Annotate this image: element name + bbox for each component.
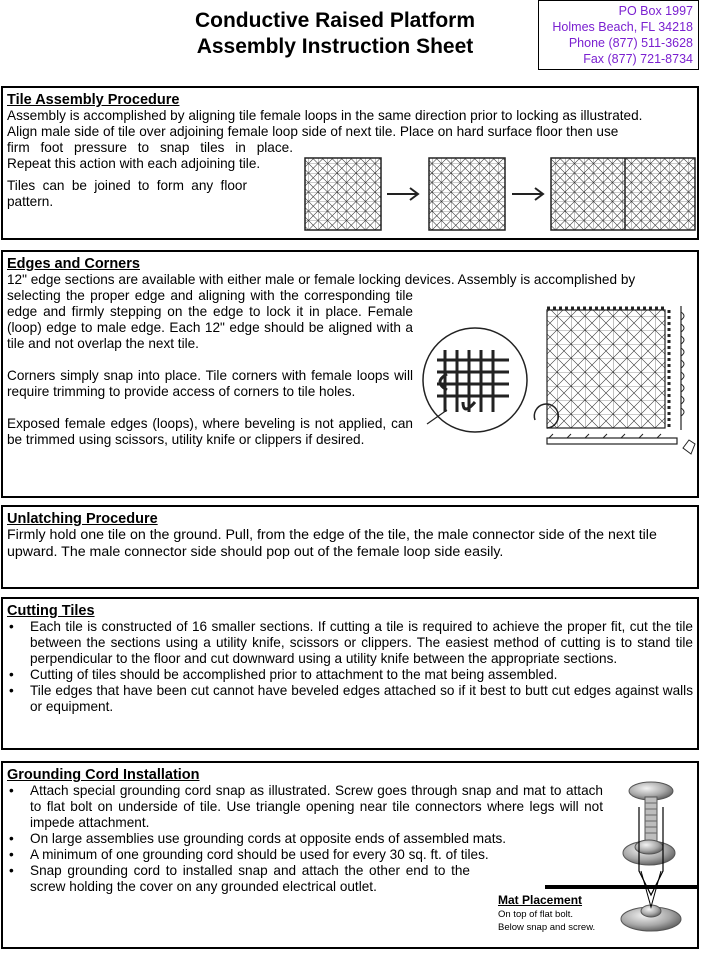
edges-illustration (417, 302, 699, 472)
unlatching-text: Firmly hold one tile on the ground. Pull, from the edge of the tile, the male connector side of the next tile upward. The male connector side should pop out of the female loop side easily. (7, 527, 657, 560)
edges-para-2: Corners simply snap into place. Tile corners with female loops will require trimming to provide access of corners to tile holes. (7, 368, 413, 399)
cutting-list (3, 619, 697, 715)
list-item: • On large assemblies use grounding cords at opposite ends of assembled mats. (3, 831, 603, 847)
address-box (538, 0, 699, 70)
tile-assembly-line-3: firm foot pressure to snap tiles in place. (7, 140, 293, 155)
section-grounding-cord (1, 761, 699, 949)
edge-tile (547, 310, 665, 428)
edges-para-1: selecting the proper edge and aligning with the corresponding tile edge and firmly stepping on the edge to lock it in place. Female (loop) edge to male edge. Each 12" edge should be aligned with a tile and not overlap the next tile. (7, 288, 413, 351)
tile-assembly-illustration (299, 154, 699, 236)
arrow-icon (387, 188, 418, 200)
mat-placement-line-1: On top of flat bolt. (498, 909, 573, 920)
list-item: • Tile edges that have been cut cannot have beveled edges attached so if it best to butt cut edges against walls or equipment. (3, 683, 693, 715)
address-line: Holmes Beach, FL 34218 (552, 20, 693, 34)
grounding-list (3, 783, 607, 895)
section-heading: Edges and Corners (7, 256, 140, 272)
list-item: • Cutting of tiles should be accomplished prior to attachment to the mat being assembled. (3, 667, 693, 683)
tile-1 (305, 158, 381, 230)
tile-joined (551, 158, 695, 230)
address-line: Fax (877) 721-8734 (583, 52, 693, 66)
mat-placement-line-2: Below snap and screw. (498, 922, 596, 933)
edges-para-3: Exposed female edges (loops), where beveling is not applied, can be trimmed using scissors, utility knife or clippers if desired. (7, 416, 413, 447)
address-line: PO Box 1997 (618, 4, 693, 18)
list-item: • A minimum of one grounding cord should be used for every 30 sq. ft. of tiles. (3, 847, 603, 863)
page-title (150, 8, 520, 60)
tile-assembly-para-2: Tiles can be joined to form any floor pattern. (7, 178, 247, 209)
section-heading: Tile Assembly Procedure (7, 92, 180, 108)
section-heading: Grounding Cord Installation (7, 767, 200, 783)
address-line: Phone (877) 511-3628 (568, 36, 693, 50)
section-cutting-tiles (1, 597, 699, 750)
tile-assembly-line-4: Repeat this action with each adjoining tile. (7, 156, 261, 171)
edge-strip (547, 438, 677, 444)
title-line-1: Conductive Raised Platform (194, 9, 476, 32)
section-unlatching (1, 505, 699, 589)
list-item: • Snap grounding cord to installed snap and attach the other end to the screw holding the cover on any grounded electrical outlet. (3, 863, 470, 895)
mat-placement-label: Mat Placement (498, 893, 583, 907)
list-item: • Each tile is constructed of 16 smaller sections. If cutting a tile is required to achieve the proper fit, cut the tile between the sections using a utility knife, scissors or clippers. The easiest method of cutting is to stand tile perpendicular to the floor and cut downward using a utility knife between the appropriate sections. (3, 619, 693, 667)
tile-2 (429, 158, 505, 230)
mat-line (545, 885, 697, 889)
section-tile-assembly (1, 86, 699, 240)
section-edges-corners (1, 250, 699, 498)
arrow-icon (512, 188, 543, 200)
section-heading: Unlatching Procedure (7, 511, 158, 527)
edges-line-1: 12" edge sections are available with either male or female locking devices. Assembly is accomplished by (7, 272, 636, 287)
tile-assembly-line-1: Assembly is accomplished by aligning tile female loops in the same direction prior to locking as illustrated. (7, 108, 643, 123)
title-line-2: Assembly Instruction Sheet (196, 35, 474, 58)
list-item: • Attach special grounding cord snap as illustrated. Screw goes through snap and mat to attach to flat bolt on underside of tile. Use triangle opening near tile connectors where legs will not impede attachment. (3, 783, 603, 831)
section-heading: Cutting Tiles (7, 603, 95, 619)
tile-assembly-line-2: Align male side of tile over adjoining female loop side of next tile. Place on hard surface floor then use (7, 124, 619, 139)
